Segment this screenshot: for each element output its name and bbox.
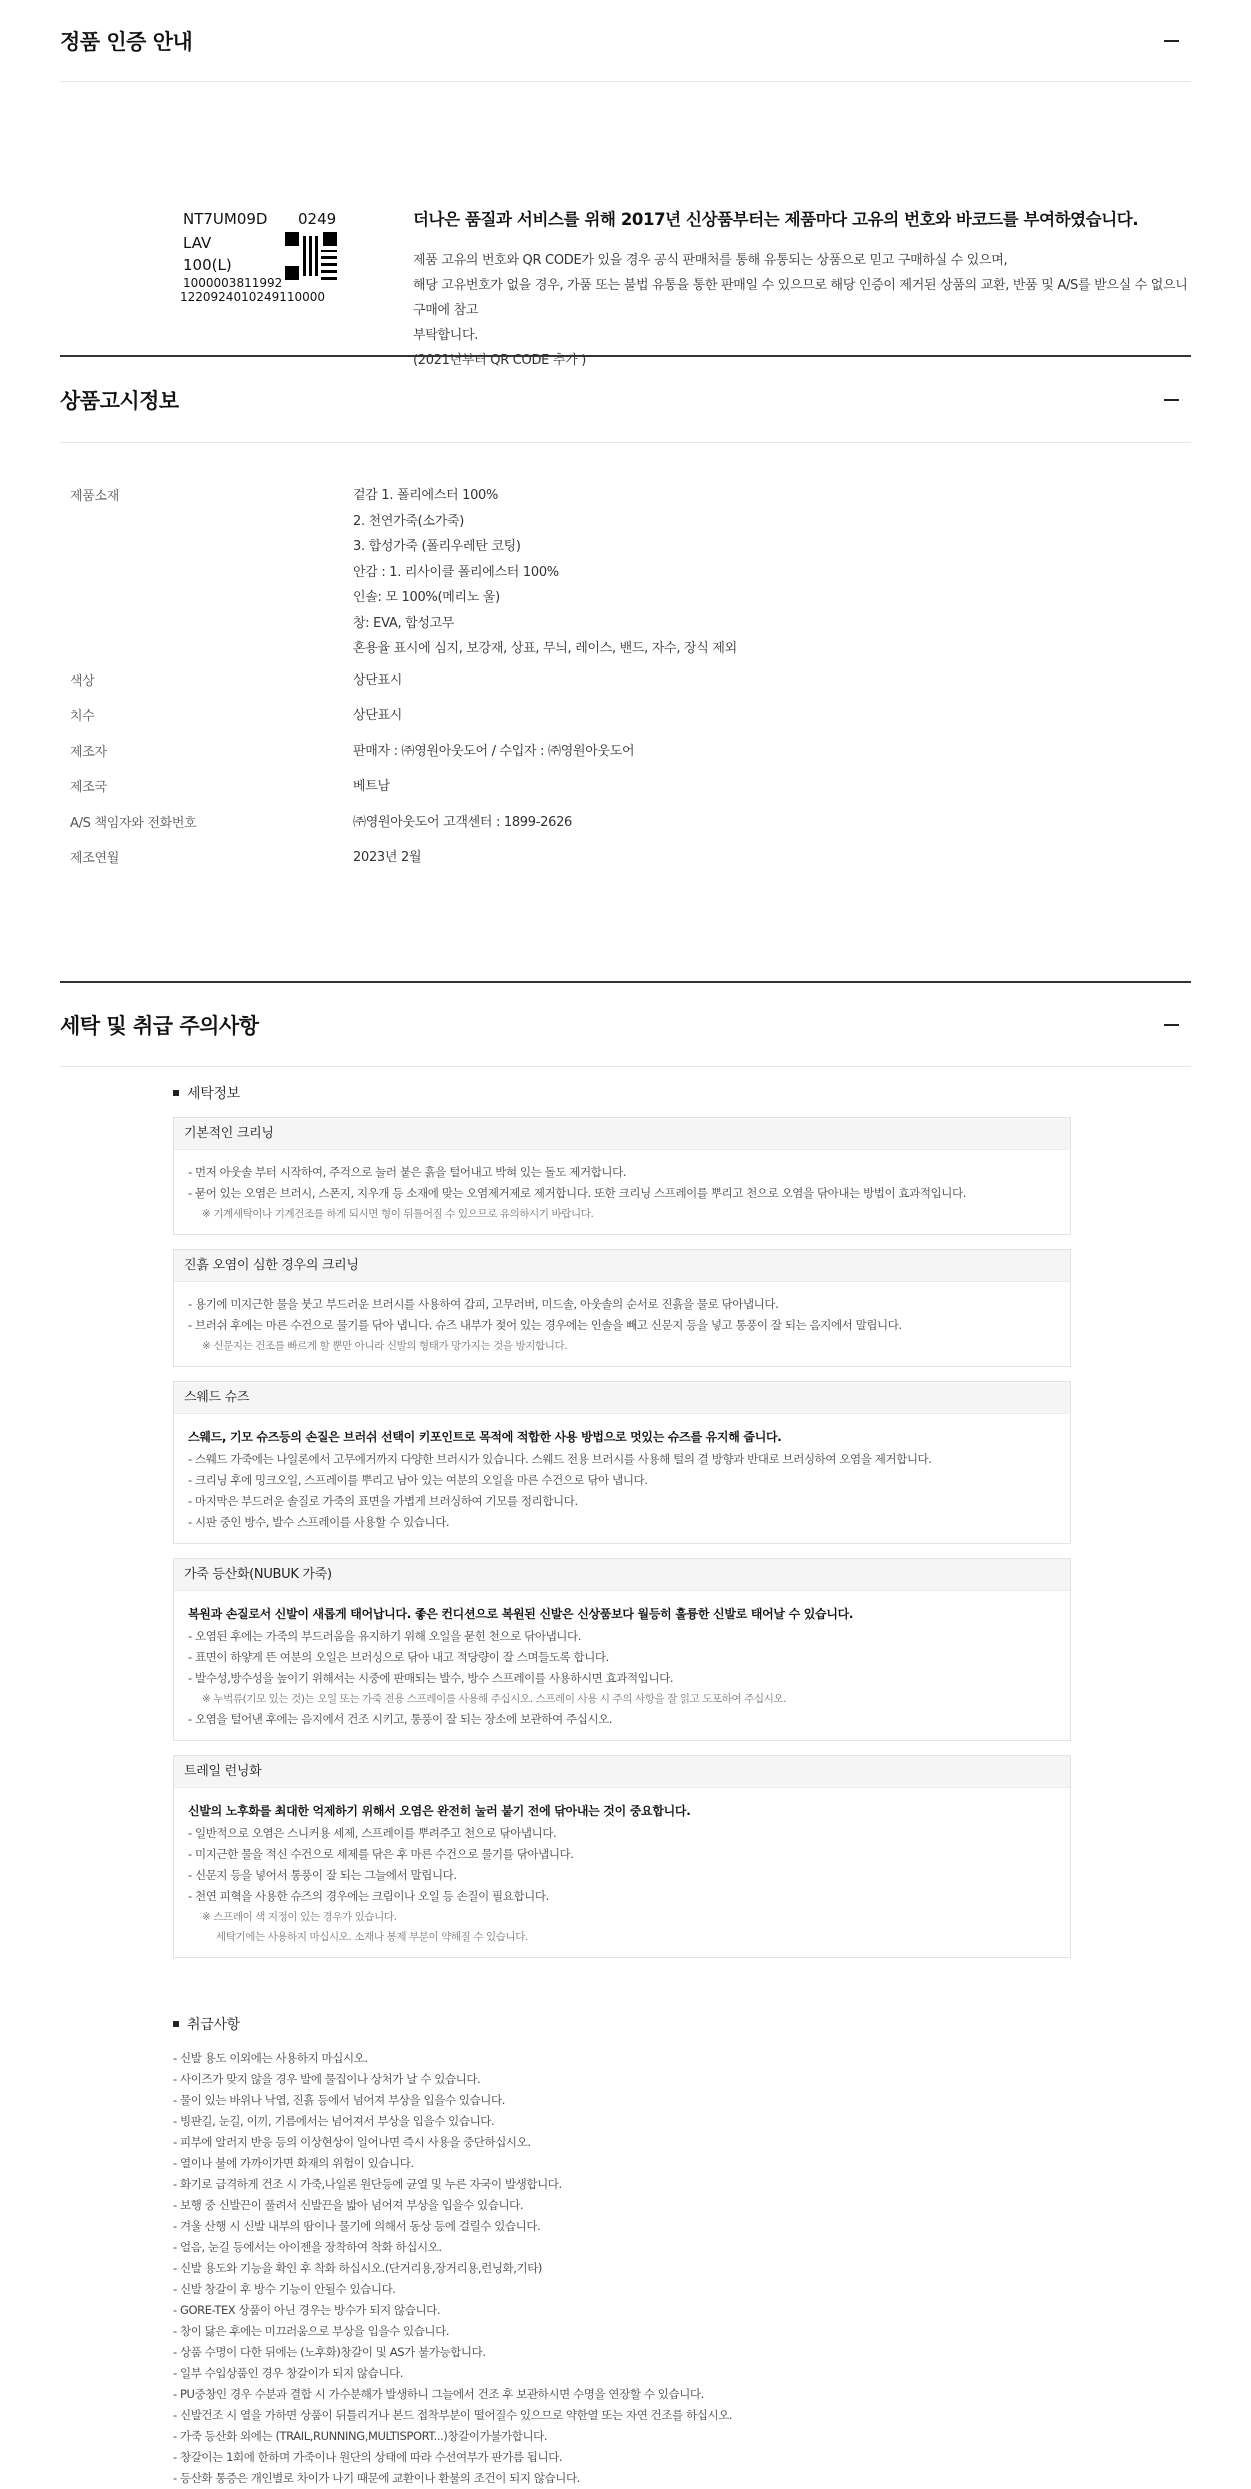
label-barcode-1: 1000003811992 [183,276,283,290]
handling-line: - 가죽 등산화 외에는 (TRAIL,RUNNING,MULTISPORT...)창갈이가불가합니다. [173,2429,548,2443]
wash-lead: 신발의 노후화를 최대한 억제하기 위해서 오염은 완전히 눌러 붙기 전에 닦아내는 것이 중요합니다. [188,1804,691,1818]
collapse-icon[interactable] [1151,21,1191,61]
info-value [353,810,1191,836]
info-value-line: 2. 천연가죽(소가죽) [353,513,464,529]
wash-card-suede [173,1381,1071,1544]
info-row-maker [70,739,1191,765]
info-row-country [70,774,1191,800]
wash-line: - 미지근한 물을 적신 수건으로 세제를 닦은 후 마른 수건으로 물기를 닦아냅니다. [188,1847,574,1861]
info-key: 제조연월 [70,851,120,866]
wash-line: - 천연 피혁을 사용한 슈즈의 경우에는 크림이나 오일 등 손질이 필요합니다. [188,1889,549,1903]
info-value [353,845,1191,871]
label-number: 0249 [298,210,337,228]
washing-section-header[interactable] [60,983,1191,1067]
info-value-line: 3. 합성가죽 (폴리우레탄 코팅) [353,539,521,554]
wash-line: - 오염된 후에는 가죽의 부드러움을 유지하기 위해 오일을 묻힌 천으로 닦아냅니다. [188,1629,581,1643]
info-value-line: 상단표시 [353,672,403,688]
info-row-date [70,845,1191,871]
cert-paragraph-4: (2021년부터 QR CODE 추가 ) [413,353,587,368]
wash-note: 세탁기에는 사용하지 마십시오. 소재나 봉제 부분이 약해질 수 있습니다. [216,1931,528,1943]
wash-line: - 스웨드 가죽에는 나일론에서 고무에거까지 다양한 브러시가 있습니다. 스웨드 전용 브러시를 사용해 털의 결 방향과 반대로 브러싱하여 오염을 제거합니다. [188,1452,932,1466]
handling-info [60,1972,1191,2489]
handling-line: - 신발 용도 이외에는 사용하지 마십시오. [173,2051,368,2065]
qr-code-icon [285,232,337,280]
info-row-color [70,668,1191,694]
wash-card-basic [173,1117,1071,1235]
wash-line: - 묻어 있는 오염은 브러시, 스폰지, 지우개 등 소재에 맞는 오염제거제로 제거합니다. 또한 크리닝 스프레이를 뿌리고 천으로 오염을 닦아내는 방법이 효과적입니다. [188,1186,966,1200]
handling-line: - 신발건조 시 열을 가하면 상품이 뒤틀리거나 본드 접착부분이 떨어질수 있으므로 약한열 또는 자연 건조를 하십시오. [173,2408,733,2422]
wash-card-trail [173,1755,1071,1958]
info-value [353,703,1191,729]
wash-line: - 오염을 털어낸 후에는 음지에서 건조 시키고, 통풍이 잘 되는 장소에 보관하여 주십시오. [188,1712,613,1726]
wash-card-body [174,1591,1070,1740]
handling-line: - 창이 닳은 후에는 미끄러움으로 부상을 입을수 있습니다. [173,2324,450,2338]
wash-line: - 신문지 등을 넣어서 통풍이 잘 되는 그늘에서 말립니다. [188,1868,457,1882]
wash-card-title: 트레일 런닝화 [174,1756,1070,1788]
cert-paragraph-1: 제품 고유의 번호와 QR CODE가 있을 경우 공식 판매처를 통해 유통되는 상품으로 믿고 구매하실 수 있으며, [413,253,1008,268]
wash-line: - 크리닝 후에 밍크오일, 스프레이를 뿌리고 남아 있는 여분의 오일을 마른 수건으로 닦아 냅니다. [188,1473,648,1487]
wash-note: ※ 스프레이 색 지정이 있는 경우가 있습니다. [202,1911,397,1923]
info-value-line: 겉감 1. 폴리에스터 100% [353,488,499,503]
wash-card-title: 스웨드 슈즈 [174,1382,1070,1414]
handling-line: - 빙판길, 눈길, 이끼, 기름에서는 넘어져서 부상을 입을수 있습니다. [173,2114,495,2128]
wash-card-body [174,1282,1070,1366]
wash-card-mud [173,1249,1071,1367]
wash-line: - 시판 중인 방수, 발수 스프레이를 사용할 수 있습니다. [188,1515,450,1529]
info-row-as [70,810,1191,836]
wash-lead: 스웨드, 기모 슈즈등의 손질은 브러쉬 선택이 키포인트로 목적에 적합한 사용 방법으로 멋있는 슈즈를 유지해 줍니다. [188,1430,782,1444]
label-color: LAV [183,234,212,252]
cert-section-title: 정품 인증 안내 [60,29,193,54]
wash-card-title: 가죽 등산화(NUBUK 가죽) [174,1559,1070,1591]
handling-line: - 물이 있는 바위나 낙엽, 진흙 등에서 넘어져 부상을 입을수 있습니다. [173,2093,505,2107]
wash-note: ※ 기계세탁이나 기계건조를 하게 되시면 형이 뒤틀어질 수 있으므로 유의하시기 바랍니다. [202,1208,594,1220]
wash-card-title: 진흙 오염이 심한 경우의 크리닝 [174,1250,1070,1282]
washing-section-title: 세탁 및 취급 주의사항 [60,1013,259,1038]
info-row-material [70,483,1191,662]
info-value-line: 안감 : 1. 리사이클 폴리에스터 100% [353,564,559,580]
handling-line: - 등산화 통증은 개인별로 차이가 나기 때문에 교환이나 환불의 조건이 되지 않습니다. [173,2471,580,2485]
label-size: 100(L) [183,256,232,274]
handling-line: - 사이즈가 맞지 않을 경우 발에 물집이나 상처가 날 수 있습니다. [173,2072,481,2086]
notice-section-title: 상품고시정보 [60,388,179,413]
wash-card-nubuk [173,1558,1071,1741]
handling-line: - PU중창인 경우 수분과 결합 시 가수분해가 발생하니 그늘에서 건조 후 보관하시면 수명을 연장할 수 있습니다. [173,2387,704,2401]
info-value-line: 상단표시 [353,708,403,723]
square-bullet-icon [173,1090,179,1096]
wash-card-body [174,1788,1070,1957]
product-info-table [60,443,1191,995]
handling-line: - GORE-TEX 상품이 아닌 경우는 방수가 되지 않습니다. [173,2303,441,2317]
handling-line: - 겨울 산행 시 신발 내부의 땀이나 물기에 의해서 동상 등에 걸릴수 있습니다. [173,2219,541,2233]
wash-line: - 발수성,방수성을 높이기 위해서는 시중에 판매되는 발수, 방수 스프레이를 사용하시면 효과적입니다. [188,1671,674,1685]
info-key: A/S 책임자와 전화번호 [70,815,197,831]
info-key: 제조국 [70,780,107,795]
label-barcode-2: 12209240102491100​00 [180,290,326,304]
info-row-size [70,703,1191,729]
washing-info [60,1067,1191,1958]
info-value-line: 판매자 : ㈜영원아웃도어 / 수입자 : ㈜영원아웃도어 [353,743,635,759]
cert-section-body [60,82,1191,368]
wash-line: - 브러쉬 후에는 마른 수건으로 물기를 닦아 냅니다. 슈즈 내부가 젖어 있는 경우에는 인솔을 빼고 신문지 등을 넣고 통풍이 잘 되는 음지에서 말립니다. [188,1318,902,1332]
handling-line: - 피부에 알러지 반응 등의 이상현상이 일어나면 즉시 사용을 중단하십시오. [173,2135,531,2149]
wash-line: - 마지막은 부드러운 솔질로 가죽의 표면을 가볍게 브러싱하여 기모를 정리합니다. [188,1494,578,1508]
info-value-line: 베트남 [353,779,390,794]
collapse-icon[interactable] [1151,1005,1191,1045]
wash-line: - 일반적으로 오염은 스니커용 세제, 스프레이를 뿌려주고 천으로 닦아냅니다. [188,1826,557,1840]
cert-paragraph-2: 해당 고유번호가 없을 경우, 가품 또는 불법 유통을 통한 판매일 수 있으므로 해당 인증이 제거된 상품의 교환, 반품 및 A/S를 받으실 수 없으니 구매에 참고 [413,278,1188,318]
handling-line: - 얼음, 눈길 등에서는 아이젠을 장착하여 착화 하십시오. [173,2240,442,2254]
cert-paragraph-3: 부탁합니다. [413,328,479,343]
washing-sub-title-text: 세탁정보 [187,1086,240,1102]
wash-line: - 용기에 미지근한 물을 붓고 부드러운 브러시를 사용하여 갑피, 고무러버, 미드솔, 아웃솔의 순서로 진흙을 물로 닦아냅니다. [188,1297,779,1311]
handling-line: - 창갈이는 1회에 한하며 가죽이나 원단의 상태에 따라 수선여부가 판가름 됩니다. [173,2450,563,2464]
handling-line: - 화기로 급격하게 건조 시 가죽,나일론 원단등에 균열 및 누른 자국이 발생합니다. [173,2177,562,2191]
square-bullet-icon [173,2021,179,2027]
product-label-tag [120,126,351,304]
info-key: 제조자 [70,744,107,760]
info-value-line: 인솔: 모 100%(메리노 울) [353,590,500,605]
cert-text [413,126,1191,368]
handling-line: - 신발 용도와 기능을 확인 후 착화 하십시오.(단거리용,장거리용,런닝화,기타) [173,2261,543,2275]
info-value [353,774,1191,800]
wash-card-body [174,1150,1070,1234]
wash-note: ※ 누벅류(기모 있는 것)는 오일 또는 가죽 전용 스프레이를 사용해 주십시오. 스프레이 사용 시 주의 사항을 잘 읽고 도포하여 주십시오. [202,1693,787,1705]
info-value [353,668,1191,694]
collapse-icon[interactable] [1151,380,1191,420]
wash-line: - 먼저 아웃솔 부터 시작하여, 주걱으로 눌러 붙은 흙을 털어내고 박혀 있는 돌도 제거합니다. [188,1165,627,1179]
wash-note: ※ 신문지는 건조를 빠르게 할 뿐만 아니라 신발의 형태가 망가지는 것을 방지합니다. [202,1340,568,1352]
handling-line: - 일부 수입상품인 경우 창갈이가 되지 않습니다. [173,2366,404,2380]
handling-sub-title [173,2014,1191,2034]
wash-line: - 표면이 하얗게 뜬 여분의 오일은 브러싱으로 닦아 내고 적당량이 잘 스며들도록 합니다. [188,1650,609,1664]
washing-sub-title [173,1083,1191,1103]
info-value-line: ㈜영원아웃도어 고객센터 : 1899-2626 [353,814,573,830]
info-value-line: 2023년 2월 [353,850,422,865]
handling-line: - 상품 수명이 다한 뒤에는 (노후화)창갈이 및 AS가 불가능합니다. [173,2345,486,2359]
wash-card-title: 기본적인 크리닝 [174,1118,1070,1150]
handling-line: - 신발 창갈이 후 방수 기능이 안될수 있습니다. [173,2282,396,2296]
wash-card-body [174,1414,1070,1543]
cert-headline: 더나은 품질과 서비스를 위해 2017년 신상품부터는 제품마다 고유의 번호와 바코드를 부여하였습니다. [413,210,1139,229]
cert-section-header[interactable] [60,0,1191,82]
info-value [353,483,1191,662]
handling-line: - 열이나 불에 가까이가면 화재의 위험이 있습니다. [173,2156,414,2170]
info-value-line: 혼용율 표시에 심지, 보강재, 상표, 무늬, 레이스, 밴드, 자수, 장식 제외 [353,641,737,656]
label-code: NT7UM09D [183,210,268,228]
info-value [353,739,1191,765]
info-key: 제품소재 [70,489,120,504]
handling-list [173,2048,1191,2489]
info-key: 색상 [70,673,95,689]
handling-line: - 보행 중 신발끈이 풀려서 신발끈을 밟아 넘어져 부상을 입을수 있습니다. [173,2198,524,2212]
wash-lead: 복원과 손질로서 신발이 새롭게 태어납니다. 좋은 컨디션으로 복원된 신발은 신상품보다 월등히 훌륭한 신발로 태어날 수 있습니다. [188,1607,854,1621]
handling-sub-title-text: 취급사항 [187,2017,240,2033]
info-key: 치수 [70,709,95,724]
info-value-line: 창: EVA, 합성고무 [353,615,455,631]
